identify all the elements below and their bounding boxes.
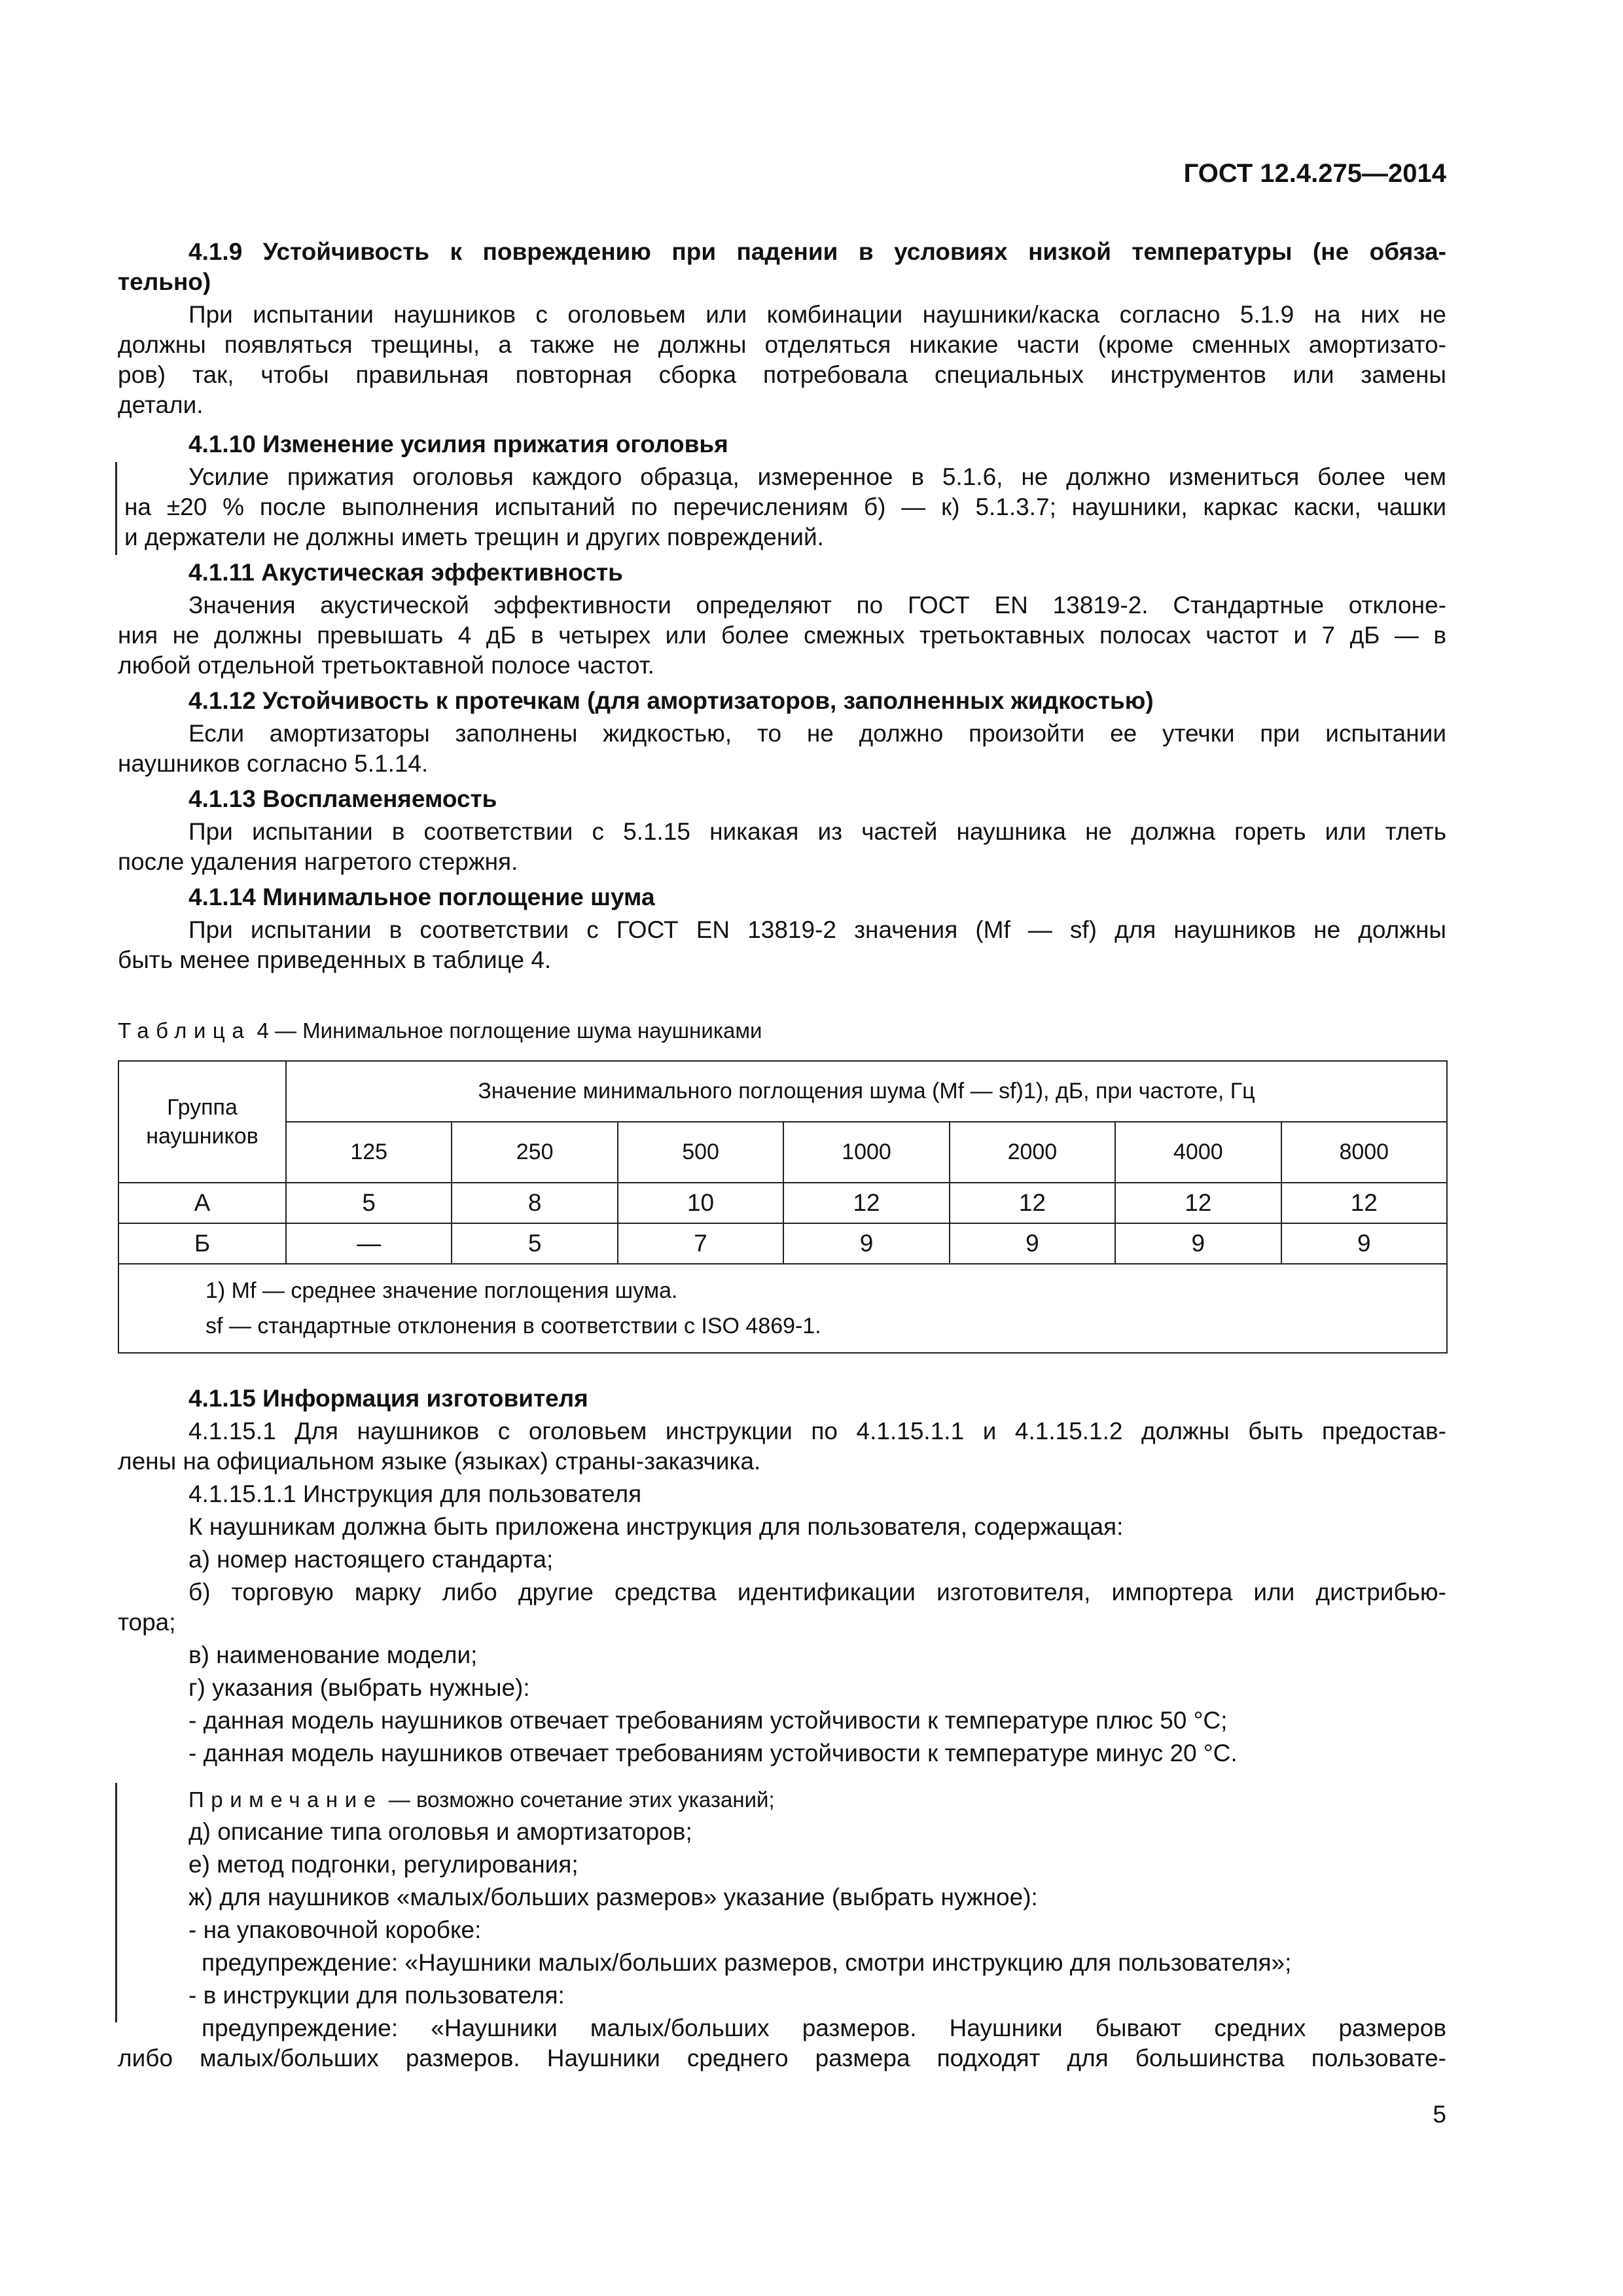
group-header: Группа наушников (118, 1061, 286, 1183)
note-text: — возможно сочетание этих указаний; (382, 1787, 775, 1812)
section-4-1-9-text: должны появляться трещины, а также не должны отделяться никакие части (кроме сменных амортизато- (118, 331, 1446, 358)
list-item: - на упаковочной коробке: (188, 1916, 482, 1943)
value-cell: — (286, 1223, 452, 1264)
list-item: а) номер настоящего стандарта; (188, 1546, 554, 1573)
section-4-1-9-text: детали. (118, 391, 204, 418)
list-item: в) наименование модели; (188, 1641, 478, 1668)
list-item: е) метод подгонки, регулирования; (188, 1851, 579, 1878)
value-cell: 9 (783, 1223, 949, 1264)
section-4-1-9-title: 4.1.9 Устойчивость к повреждению при падении в условиях низкой температуры (не обяза- (188, 238, 1446, 265)
table-caption-text: 4 — Минимальное поглощение шума наушниками (251, 1018, 762, 1043)
value-cell: 7 (618, 1223, 783, 1264)
section-4-1-12-title: 4.1.12 Устойчивость к протечкам (для амортизаторов, заполненных жидкостью) (188, 687, 1154, 714)
frequency-header: 250 (452, 1122, 617, 1183)
value-header: Значение минимального поглощения шума (Mf — sf)1), дБ, при частоте, Гц (286, 1061, 1447, 1122)
value-cell: 12 (783, 1183, 949, 1223)
group-cell: Б (118, 1223, 286, 1264)
section-4-1-15-text: 4.1.15.1.1 Инструкция для пользователя (188, 1480, 642, 1507)
page-number: 5 (1433, 2101, 1446, 2128)
section-4-1-14-title: 4.1.14 Минимальное поглощение шума (188, 884, 655, 910)
frequency-header: 2000 (950, 1122, 1115, 1183)
group-cell: А (118, 1183, 286, 1223)
list-item: - в инструкции для пользователя: (188, 1982, 565, 2009)
note (188, 1785, 775, 1814)
section-4-1-13-text: При испытании в соответствии с 5.1.15 никакая из частей наушника не должна гореть или тлеть (188, 818, 1446, 845)
section-4-1-11-text: ния не должны превышать 4 дБ в четырех или более смежных третьоктавных полосах частот и 7 дБ — в (118, 622, 1446, 649)
section-4-1-9-text: ров) так, чтобы правильная повторная сборка потребовала специальных инструментов или замены (118, 361, 1446, 388)
list-item: - данная модель наушников отвечает требованиям устойчивости к температуре минус 20 °С. (188, 1740, 1238, 1767)
value-cell: 12 (1281, 1183, 1447, 1223)
list-item: б) торговую марку либо другие средства идентификации изготовителя, импортера или дистрибью- (188, 1579, 1446, 1605)
frequency-header: 500 (618, 1122, 783, 1183)
note-label: Примечание (188, 1787, 383, 1812)
section-4-1-9-title-cont: тельно) (118, 268, 211, 295)
list-item: предупреждение: «Наушники малых/больших размеров, смотри инструкцию для пользователя»; (202, 1949, 1292, 1976)
section-4-1-15-text: К наушникам должна быть приложена инструкция для пользователя, содержащая: (188, 1513, 1124, 1540)
section-4-1-15-text: 4.1.15.1 Для наушников с оголовьем инструкции по 4.1.15.1.1 и 4.1.15.1.2 должны быть предостав- (188, 1418, 1446, 1444)
section-4-1-11-title: 4.1.11 Акустическая эффективность (188, 559, 623, 586)
revision-bar (115, 462, 117, 555)
section-4-1-11-text: Значения акустической эффективности определяют по ГОСТ EN 13819-2. Стандартные отклоне- (188, 592, 1446, 619)
value-cell: 8 (452, 1183, 617, 1223)
value-cell: 5 (286, 1183, 452, 1223)
value-cell: 12 (1115, 1183, 1281, 1223)
table-caption-label: Таблица (118, 1018, 251, 1043)
section-4-1-11-text: любой отдельной третьоктавной полосе частот. (118, 652, 654, 679)
value-cell: 9 (950, 1223, 1115, 1264)
list-item: - данная модель наушников отвечает требованиям устойчивости к температуре плюс 50 °С; (188, 1707, 1228, 1734)
value-cell: 5 (452, 1223, 617, 1264)
table-row (118, 1183, 1447, 1223)
section-4-1-14-text: быть менее приведенных в таблице 4. (118, 946, 552, 973)
frequency-header: 125 (286, 1122, 452, 1183)
section-4-1-12-text: Если амортизаторы заполнены жидкостью, то не должно произойти ее утечки при испытании (188, 720, 1446, 747)
section-4-1-9-text: При испытании наушников с оголовьем или комбинации наушники/каска согласно 5.1.9 на них не (188, 301, 1446, 328)
section-4-1-10-title: 4.1.10 Изменение усилия прижатия оголовья (188, 431, 728, 457)
frequency-header: 4000 (1115, 1122, 1281, 1183)
list-item: либо малых/больших размеров. Наушники среднего размера подходят для большинства пользовате- (118, 2045, 1446, 2072)
value-cell: 9 (1115, 1223, 1281, 1264)
footnote: 1) Mf — среднее значение поглощения шума. (205, 1278, 678, 1303)
table-row (118, 1223, 1447, 1264)
frequency-header: 1000 (783, 1122, 949, 1183)
section-4-1-14-text: При испытании в соответствии с ГОСТ EN 13819-2 значения (Mf — sf) для наушников не должны (188, 916, 1446, 943)
list-item: ж) для наушников «малых/больших размеров» указание (выбрать нужное): (188, 1884, 1038, 1910)
table-footnotes (118, 1264, 1447, 1353)
revision-bar (115, 1783, 117, 2022)
footnote: sf — стандартные отклонения в соответствии с ISO 4869-1. (205, 1314, 821, 1338)
frequency-header: 8000 (1281, 1122, 1447, 1183)
list-item: тора; (118, 1609, 176, 1636)
section-4-1-12-text: наушников согласно 5.1.14. (118, 750, 429, 777)
section-4-1-10-text: Усилие прижатия оголовья каждого образца, измеренное в 5.1.6, не должно измениться более чем (188, 463, 1446, 490)
section-4-1-13-title: 4.1.13 Воспламеняемость (188, 785, 497, 812)
section-4-1-15-text: лены на официальном языке (языках) страны-заказчика. (118, 1448, 761, 1475)
list-item: предупреждение: «Наушники малых/больших размеров. Наушники бывают средних размеров (202, 2015, 1446, 2041)
section-4-1-15-title: 4.1.15 Информация изготовителя (188, 1385, 588, 1412)
section-4-1-10-text: и держатели не должны иметь трещин и других повреждений. (124, 524, 824, 550)
section-4-1-10-text: на ±20 % после выполнения испытаний по перечислениям б) — к) 5.1.3.7; наушники, каркас каски, чашки (124, 493, 1446, 520)
value-cell: 12 (950, 1183, 1115, 1223)
list-item: г) указания (выбрать нужные): (188, 1674, 530, 1701)
value-cell: 10 (618, 1183, 783, 1223)
noise-absorption-table (118, 1060, 1448, 1354)
standard-header: ГОСТ 12.4.275—2014 (1183, 159, 1446, 188)
section-4-1-13-text: после удаления нагретого стержня. (118, 848, 518, 875)
value-cell: 9 (1281, 1223, 1447, 1264)
list-item: д) описание типа оголовья и амортизаторов; (188, 1818, 692, 1845)
table-caption (118, 1018, 762, 1043)
